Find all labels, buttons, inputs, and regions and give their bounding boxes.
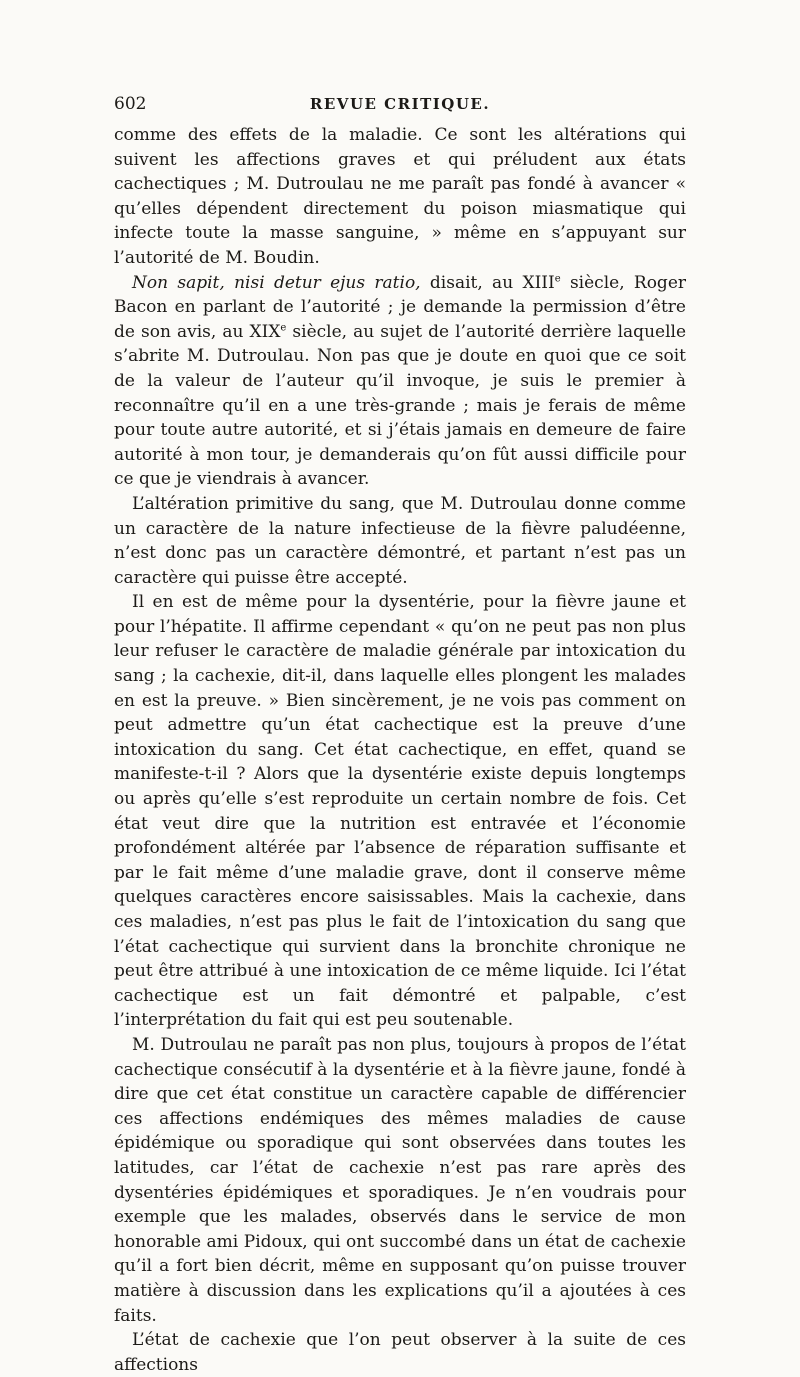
paragraph-5: M. Dutroulau ne paraît pas non plus, toujours à propos de l’état cachectique consécutif à la dysentérie et à la fièvre jaune, fondé à dire que cet état constitue un caractère capable de différencier ces affections endémiques des mêmes maladies de cause épidémique ou sporadique qui sont observées dans toutes les latitudes, car l’état de cachexie n’est pas rare après des dysentéries épidémiques et sporadiques. Je n’en voudrais pour exemple que les malades, observés dans le service de mon honorable ami Pidoux, qui ont succombé dans un état de cachexie qu’il a fort bien décrit, même en supposant qu’on puisse trouver matière à discussion dans les explications qu’il a ajoutées à ces faits.	[114, 1034, 686, 1326]
page-header	[114, 94, 686, 120]
paragraph-6: L’état de cachexie que l’on peut observer à la suite de ces affections	[114, 1330, 686, 1375]
paragraph-2-part-2: siècle, Roger Bacon en parlant de l’autorité ; je demande la permission d’être de son avis, au	[114, 272, 687, 342]
century-19-suffix: e	[280, 322, 287, 334]
paragraph-4: Il en est de même pour la dysentérie, pour la fièvre jaune et pour l’hépatite. Il affirme cependant « qu’on ne peut pas non plus leur refuser le caractère de maladie générale par intoxication du sang ; la cachexie, dit-il, dans laquelle elles plongent les malades en est la preuve. » Bien sincèrement, je ne vois pas comment on peut admettre qu’un état cachectique est la preuve d’une intoxication du sang. Cet état cachectique, en effet, quand se manifeste-t-il ? Alors que la dysentérie existe depuis longtemps ou après qu’elle s’est reproduite un certain nombre de fois. Cet état veut dire que la nutrition est entravée et l’économie profondément altérée par l’absence de réparation suffisante et par le fait même d’une maladie grave, dont il conserve même quelques caractères encore saisissables. Mais la cachexie, dans ces maladies, n’est pas plus le fait de l’intoxication du sang que l’état cachectique qui survient dans la bronchite chronique ne peut être attribué à une intoxication de ce même liquide. Ici l’état cachectique est un fait démontré et palpable, c’est l’interprétation du fait qui est peu soutenable.	[114, 592, 686, 1031]
body-text	[114, 123, 686, 1377]
page-number: 602	[114, 94, 147, 114]
paragraph-1: comme des effets de la maladie. Ce sont les altérations qui suivent les affections graves et qui préludent aux états cachectiques ; M. Dutroulau ne me paraît pas fondé à avancer « qu’elles dépendent directement du poison miasmatique qui infecte toute la masse sanguine, » même en s’appuyant sur l’autorité de M. Boudin.	[114, 125, 686, 268]
century-13-suffix: e	[554, 272, 561, 284]
paragraph-2-part-1: disait, au	[420, 272, 523, 293]
paragraph-3: L’altération primitive du sang, que M. Dutroulau donne comme un caractère de la nature infectieuse de la fièvre paludéenne, n’est donc pas un caractère démontré, et partant n’est pas un caractère qui puisse être accepté.	[114, 493, 686, 588]
century-13: XIII	[522, 272, 555, 293]
century-19: XIX	[249, 321, 281, 342]
paragraph-2-part-3: siècle, au sujet de l’autorité derrière laquelle s’abrite M. Dutroulau. Non pas que je doute en quoi que ce soit de la valeur de l’auteur qu’il invoque, je suis le premier à reconnaître qu’il en a une très-grande ; mais je ferais de même pour toute autre autorité, et si j’étais jamais en demeure de faire autorité à mon tour, je demanderais qu’on fût aussi difficile pour ce que je viendrais à avancer.	[114, 321, 687, 490]
paragraph-2	[114, 271, 686, 492]
running-title: REVUE CRITIQUE.	[309, 95, 491, 113]
latin-quote: Non sapit, nisi detur ejus ratio,	[132, 272, 421, 293]
